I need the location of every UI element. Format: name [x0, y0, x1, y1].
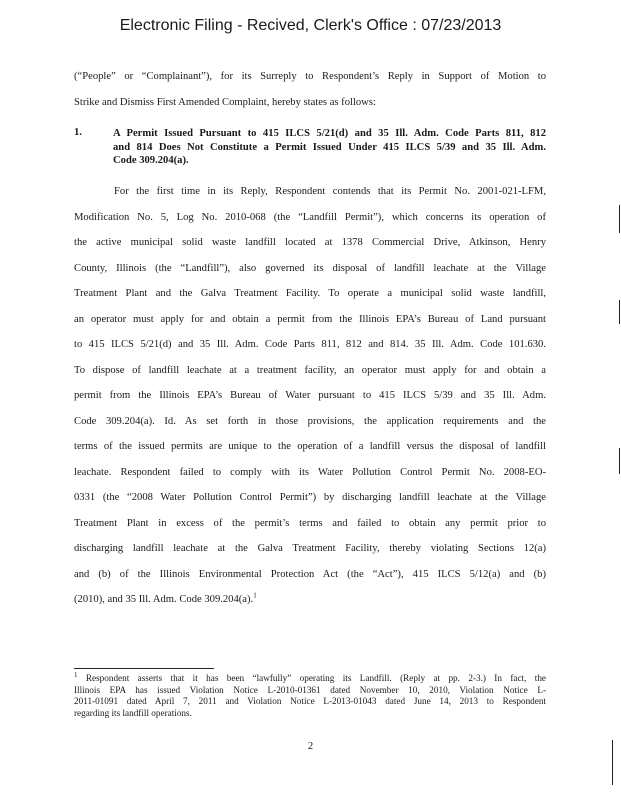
footnote-line: Respondent asserts that it has been “lawfully” operating its Landfill. (Reply at pp. 2-3.) In fact, the [85, 673, 547, 683]
section-title-line: A Permit Issued Pursuant to 415 ILCS 5/21(d) and 35 Ill. Adm. Code Parts 811, 812 [113, 128, 546, 139]
paragraph-line: an operator must apply for and obtain a permit from the Illinois EPA’s Bureau of Land pursuant [74, 313, 546, 325]
paragraph-line: to 415 ILCS 5/21(d) and 35 Ill. Adm. Code Parts 811, 812 and 814. 35 Ill. Adm. Code 101.630. [74, 339, 546, 350]
paragraph-line: Treatment Plant and the Galva Treatment Facility. To operate a municipal solid waste landfill, [74, 288, 546, 299]
paragraph-line: County, Illinois (the “Landfill”), also governed its disposal of landfill leachate at the Village [74, 262, 546, 274]
footnote [74, 670, 547, 719]
paragraph-line: leachate. Respondent failed to comply with its Water Pollution Control Permit No. 2008-EO- [74, 466, 546, 478]
footnote-line: 2011-01091 dated April 7, 2011 and Violation Notice L-2013-01043 dated June 14, 2013 to Respondent [74, 696, 546, 707]
paragraph-line: and (b) of the Illinois Environmental Protection Act (the “Act”), 415 ILCS 5/12(a) and (b) [74, 568, 546, 580]
footnote-line: regarding its landfill operations. [74, 707, 192, 718]
paragraph-line: Code 309.204(a). Id. As set forth in those provisions, the application requirements and the [74, 415, 546, 427]
body-paragraph [74, 179, 546, 613]
paragraph-line: For the first time in its Reply, Respondent contends that its Permit No. 2001-021-LFM, [114, 186, 546, 197]
scan-margin-mark [619, 300, 620, 324]
page-number: 2 [307, 741, 314, 752]
scan-margin-mark [619, 205, 620, 233]
paragraph-line: terms of the issued permits are unique to the operation of a landfill versus the disposal of landfill [74, 441, 546, 452]
section-title-line: and 814 Does Not Constitute a Permit Issued Under 415 ILCS 5/39 and 35 Ill. Adm. [113, 141, 546, 153]
paragraph-line-last [74, 587, 546, 613]
paragraph-line: discharging landfill leachate at the Galva Treatment Facility, thereby violating Sections 12(a) [74, 543, 546, 554]
intro-paragraph [74, 64, 546, 115]
footnote-divider [74, 668, 214, 669]
scan-margin-mark [619, 448, 620, 474]
paragraph-line: permit from the Illinois EPA’s Bureau of Water pursuant to 415 ILCS 5/39 and 35 Ill. Adm. [74, 390, 546, 401]
footnote-reference: 1 [253, 591, 257, 600]
filing-stamp-header: Electronic Filing - Recived, Clerk's Office : 07/23/2013 [119, 17, 502, 34]
scan-margin-mark [612, 740, 613, 785]
intro-line: (“People” or “Complainant”), for its Surreply to Respondent’s Reply in Support of Motion to [74, 71, 546, 82]
footnote-marker: 1 [74, 670, 78, 679]
paragraph-line: 0331 (the “2008 Water Pollution Control Permit”) by discharging landfill leachate at the Village [74, 492, 546, 503]
paragraph-line: Treatment Plant in excess of the permit’s terms and failed to obtain any permit prior to [74, 517, 546, 529]
intro-line: Strike and Dismiss First Amended Complaint, hereby states as follows: [74, 96, 376, 108]
paragraph-line: To dispose of landfill leachate at a treatment facility, an operator must apply for and obtain a [74, 364, 546, 376]
section-number: 1. [74, 127, 82, 138]
paragraph-line: the active municipal solid waste landfill located at 1378 Commercial Drive, Atkinson, Henry [74, 237, 546, 248]
section-title-line: Code 309.204(a). [113, 155, 189, 166]
section-title [113, 127, 546, 168]
footnote-line: Illinois EPA has issued Violation Notice L-2010-01361 dated November 10, 2010, Violation Notice L- [74, 684, 546, 695]
paragraph-line: (2010), and 35 Ill. Adm. Code 309.204(a). [74, 594, 254, 605]
footnote-line-first [74, 670, 547, 685]
paragraph-line: Modification No. 5, Log No. 2010-068 (the “Landfill Permit”), which concerns its operation of [74, 211, 546, 223]
